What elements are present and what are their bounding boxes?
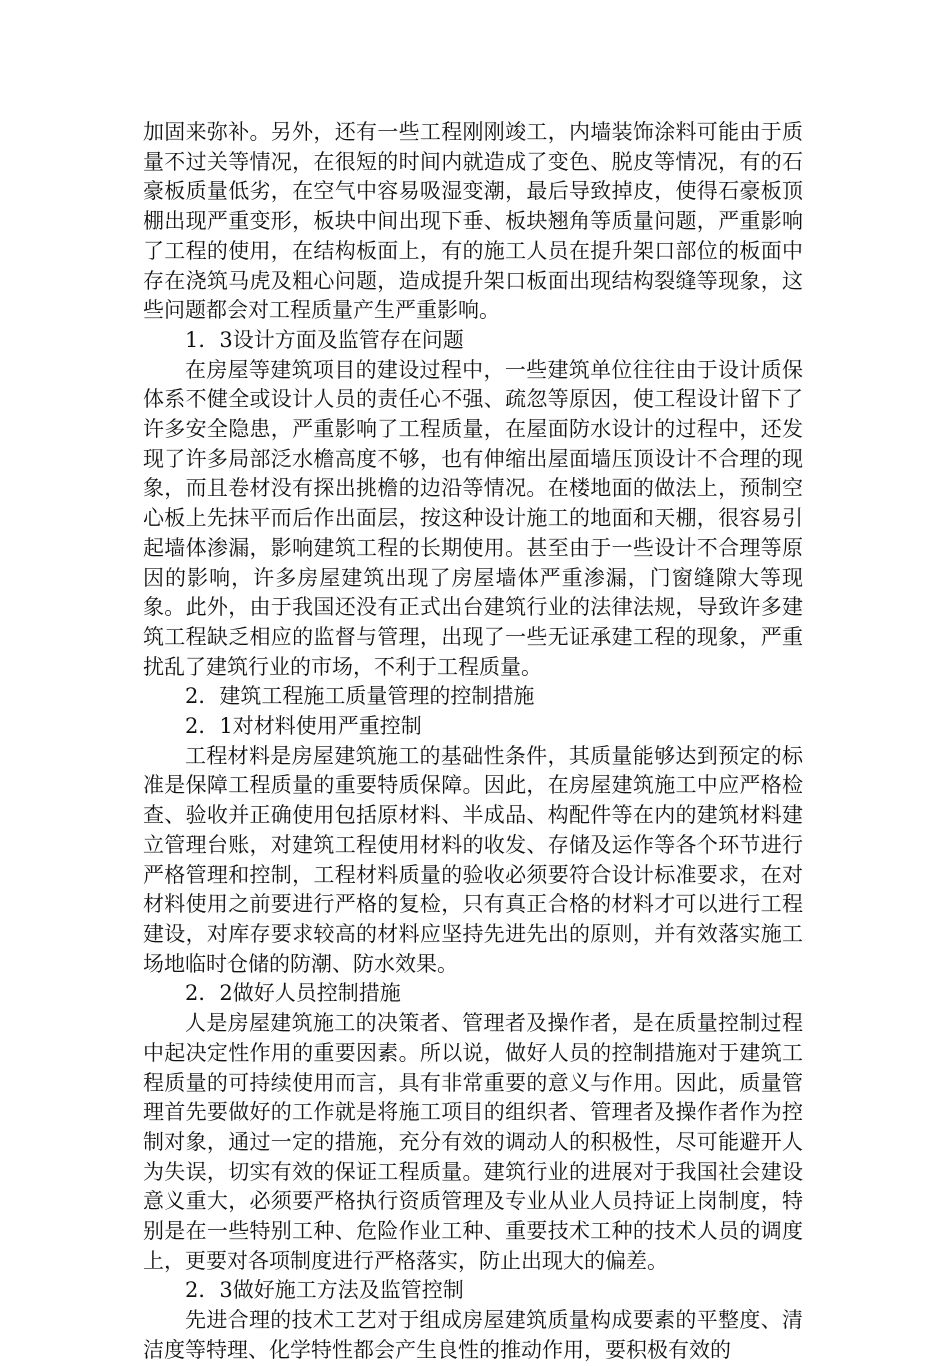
section-heading: 1．3设计方面及监管存在问题 (185, 327, 464, 352)
section-heading: 2．1对材料使用严重控制 (185, 714, 422, 739)
paragraph: 人是房屋建筑施工的决策者、管理者及操作者，是在质量控制过程中起决定性作用的重要因素。所以说，做好人员的控制措施对于建筑工程质量的可持续使用而言，具有非常重要的意义与作用。因此，质量管理首先要做好的工作就是将施工项目的组织者、管理者及操作者作为控制对象，通过一定的措施，充分有效的调动人的积极性，尽可能避开人为失误，切实有效的保证工程质量。建筑行业的进展对于我国社会建设意义重大，必须要严格执行资质管理及专业从业人员持证上岗制度，特别是在一些特别工种、危险作业工种、重要技术工种的技术人员的调度上，更要对各项制度进行严格落实，防止出现大的偏差。 (143, 1011, 803, 1273)
section-heading: 2．2做好人员控制措施 (185, 981, 401, 1006)
section-heading: 2．3做好施工方法及监管控制 (185, 1278, 464, 1303)
document-page (143, 118, 803, 1366)
section-heading: 2．建筑工程施工质量管理的控制措施 (185, 684, 535, 709)
paragraph: 加固来弥补。另外，还有一些工程刚刚竣工，内墙装饰涂料可能由于质量不过关等情况，在很短的时间内就造成了变色、脱皮等情况，有的石豪板质量低劣，在空气中容易吸湿变潮，最后导致掉皮，使得石豪板顶棚出现严重变形，板块中间出现下垂、板块翘角等质量问题，严重影响了工程的使用，在结构板面上，有的施工人员在提升架口部位的板面中存在浇筑马虎及粗心问题，造成提升架口板面出现结构裂缝等现象，这些问题都会对工程质量产生严重影响。 (143, 120, 803, 323)
paragraph: 工程材料是房屋建筑施工的基础性条件，其质量能够达到预定的标准是保障工程质量的重要特质保障。因此，在房屋建筑施工中应严格检查、验收并正确使用包括原材料、半成品、构配件等在内的建筑材料建立管理台账，对建筑工程使用材料的收发、存储及运作等各个环节进行严格管理和控制，工程材料质量的验收必须要符合设计标准要求，在对材料使用之前要进行严格的复检，只有真正合格的材料才可以进行工程建设，对库存要求较高的材料应坚持先进先出的原则，并有效落实施工场地临时仓储的防潮、防水效果。 (143, 743, 803, 976)
paragraph: 先进合理的技术工艺对于组成房屋建筑质量构成要素的平整度、清洁度等特理、化学特性都会产生良性的推动作用，要积极有效的 (143, 1308, 803, 1362)
paragraph: 在房屋等建筑项目的建设过程中，一些建筑单位往往由于设计质保体系不健全或设计人员的责任心不强、疏忽等原因，使工程设计留下了许多安全隐患，严重影响了工程质量，在屋面防水设计的过程中，还发现了许多局部泛水檐高度不够，也有伸缩出屋面墙压顶设计不合理的现象，而且卷材没有探出挑檐的边沿等情况。在楼地面的做法上，预制空心板上先抹平而后作出面层，按这种设计施工的地面和天棚，很容易引起墙体渗漏，影响建筑工程的长期使用。甚至由于一些设计不合理等原因的影响，许多房屋建筑出现了房屋墙体严重渗漏，门窗缝隙大等现象。此外，由于我国还没有正式出台建筑行业的法律法规，导致许多建筑工程缺乏相应的监督与管理，出现了一些无证承建工程的现象，严重扰乱了建筑行业的市场，不利于工程质量。 (143, 357, 803, 679)
